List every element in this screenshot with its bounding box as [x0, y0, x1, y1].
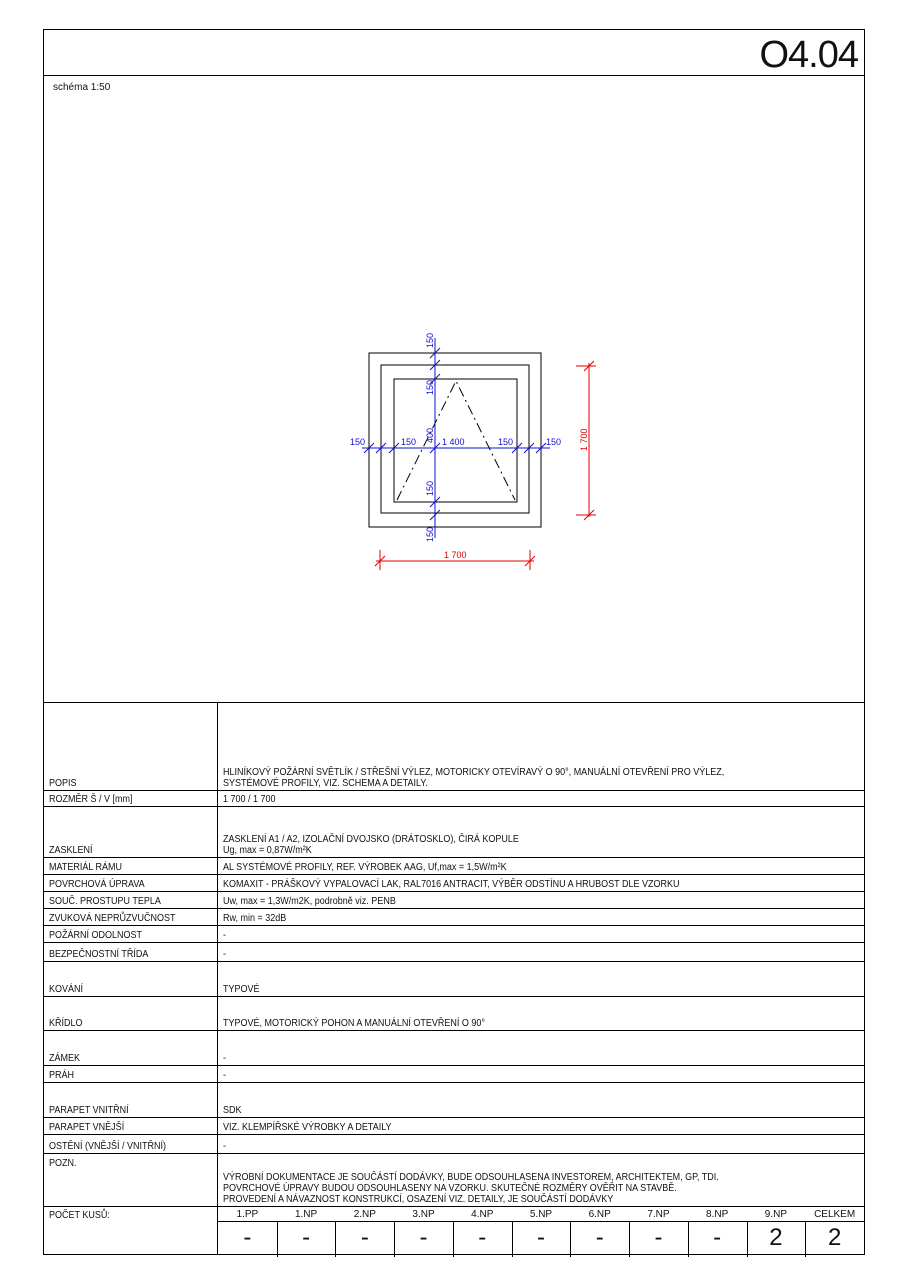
spec-row: [44, 961, 864, 996]
count-column-header: 7.NP: [647, 1209, 670, 1220]
spec-row: [44, 874, 864, 891]
count-column-header: 2.NP: [353, 1209, 376, 1220]
count-value: -: [302, 1224, 311, 1251]
count-value: -: [419, 1224, 428, 1251]
spec-label: PARAPET VNĚJŠÍ: [49, 1122, 125, 1133]
spec-value: -: [223, 1141, 227, 1152]
spec-value: KOMAXIT - PRÁŠKOVÝ VYPALOVACÍ LAK, RAL7016 ANTRACIT, VÝBĚR ODSTÍNU A HRUBOST DLE VZORKU: [223, 879, 680, 890]
spec-label: POVRCHOVÁ ÚPRAVA: [49, 879, 145, 890]
count-row: [44, 1206, 864, 1257]
count-column-header: 1.PP: [236, 1209, 259, 1220]
spec-row: [44, 857, 864, 874]
dim-top-inner: 150: [425, 379, 435, 395]
spec-row: [44, 1134, 864, 1153]
skylight-schema: [44, 30, 866, 702]
spec-value: AL SYSTÉMOVÉ PROFILY, REF. VÝROBEK AAG, Uf,max = 1,5W/m²K: [223, 862, 507, 873]
drawing-sheet: [43, 29, 865, 1255]
spec-value: Rw, min = 32dB: [223, 913, 287, 924]
spec-row: [44, 1065, 864, 1082]
count-value: -: [713, 1224, 722, 1251]
spec-value: VÝROBNÍ DOKUMENTACE JE SOUČÁSTÍ DODÁVKY, BUDE ODSOUHLASENA INVESTOREM, ARCHITEKTEM, GP, TDI. POVRCHOVÉ ÚPRAVY BUDOU ODSOUHLASENY NA VZORKU. SKUTEČNÉ ROZMĚRY OVĚŘIT NA STAVBĚ. PROVEDENÍ A NÁVAZNOST KONSTRUKCÍ, OSAZENÍ VIZ. DETAILY, JE SOUČÁSTÍ DODÁVKY: [223, 1172, 719, 1205]
spec-row: [44, 1082, 864, 1117]
count-value: -: [595, 1224, 604, 1251]
spec-value: TYPOVÉ, MOTORICKÝ POHON A MANUÁLNÍ OTEVŘENÍ O 90°: [223, 1018, 485, 1029]
count-column-header: 3.NP: [412, 1209, 435, 1220]
count-column-header: 8.NP: [706, 1209, 729, 1220]
count-value: -: [360, 1224, 369, 1251]
spec-value: Uw, max = 1,3W/m2K, podrobně viz. PENB: [223, 896, 396, 907]
count-column-header: 4.NP: [471, 1209, 494, 1220]
dim-width: 1 700: [444, 550, 467, 560]
dim-center: 1 400: [442, 437, 465, 447]
spec-value: VIZ. KLEMPÍŘSKÉ VÝROBKY A DETAILY: [223, 1122, 392, 1133]
dim-top-outer: 150: [425, 332, 435, 348]
spec-row: [44, 891, 864, 908]
count-value: 2: [827, 1224, 842, 1251]
count-value: 2: [769, 1224, 783, 1251]
count-column-header: 9.NP: [764, 1209, 787, 1220]
spec-row: [44, 806, 864, 857]
spec-label: ZÁMEK: [49, 1053, 81, 1064]
spec-label: POZN.: [49, 1158, 77, 1169]
dim-right-outer: 150: [546, 437, 562, 447]
dim-400: 400: [425, 427, 435, 443]
spec-value: 1 700 / 1 700: [223, 794, 276, 805]
spec-label: KŘÍDLO: [49, 1018, 83, 1029]
spec-value: -: [223, 949, 227, 960]
spec-row: [44, 942, 864, 961]
count-column-header: 6.NP: [588, 1209, 611, 1220]
spec-row: [44, 1117, 864, 1134]
count-value: -: [536, 1224, 545, 1251]
spec-value: ZASKLENÍ A1 / A2, IZOLAČNÍ DVOJSKO (DRÁTOSKLO), ČIRÁ KOPULE Ug, max = 0,87W/m²K: [223, 834, 519, 856]
spec-row: [44, 996, 864, 1030]
scale-note: schéma 1:50: [53, 82, 111, 93]
count-column-header: 1.NP: [294, 1209, 318, 1220]
spec-value: -: [223, 1070, 227, 1081]
spec-label: BEZPEČNOSTNÍ TŘÍDA: [49, 949, 149, 960]
spec-label: PARAPET VNITŘNÍ: [49, 1105, 129, 1116]
dim-height: 1 700: [579, 428, 589, 451]
spec-label: PRÁH: [49, 1070, 75, 1081]
dim-bottom-outer: 150: [425, 526, 435, 542]
spec-row: [44, 1153, 864, 1206]
spec-row: [44, 1030, 864, 1065]
spec-label: ZASKLENÍ: [49, 845, 93, 856]
count-column-header: CELKEM: [814, 1209, 856, 1220]
count-value: -: [654, 1224, 663, 1251]
element-code: O4.04: [759, 34, 858, 76]
spec-label: KOVÁNÍ: [49, 984, 84, 995]
spec-row: [44, 702, 864, 790]
spec-label: POPIS: [49, 778, 77, 789]
count-column-header: 5.NP: [529, 1209, 553, 1220]
spec-value: -: [223, 1053, 227, 1064]
dim-left-outer: 150: [350, 437, 366, 447]
spec-row: [44, 925, 864, 942]
spec-value: -: [223, 930, 227, 941]
dim-bottom-inner: 150: [425, 480, 435, 496]
spec-label: MATERIÁL RÁMU: [49, 862, 123, 873]
dim-right-inner: 150: [498, 437, 514, 447]
spec-value: HLINÍKOVÝ POŽÁRNÍ SVĚTLÍK / STŘEŠNÍ VÝLEZ, MOTORICKY OTEVÍRAVÝ O 90°, MANUÁLNÍ OTEVŘENÍ PRO VÝLEZ, SYSTÉMOVÉ PROFILY, VIZ. SCHEMA A DETAILY.: [223, 767, 725, 789]
spec-row: [44, 908, 864, 925]
count-value: -: [478, 1224, 487, 1251]
spec-value: TYPOVÉ: [223, 984, 260, 995]
count-label: POČET KUSŮ:: [49, 1210, 110, 1221]
spec-label: POŽÁRNÍ ODOLNOST: [49, 930, 143, 941]
spec-row: [44, 790, 864, 806]
spec-label: ZVUKOVÁ NEPRŮZVUČNOST: [49, 913, 176, 924]
spec-label: SOUČ. PROSTUPU TEPLA: [49, 896, 161, 907]
count-value: -: [243, 1224, 252, 1251]
spec-value: SDK: [223, 1105, 242, 1116]
spec-label: ROZMĚR Š / V [mm]: [49, 794, 133, 805]
dim-left-inner: 150: [401, 437, 417, 447]
spec-label: OSTĚNÍ (VNĚJŠÍ / VNITŘNÍ): [49, 1141, 167, 1152]
